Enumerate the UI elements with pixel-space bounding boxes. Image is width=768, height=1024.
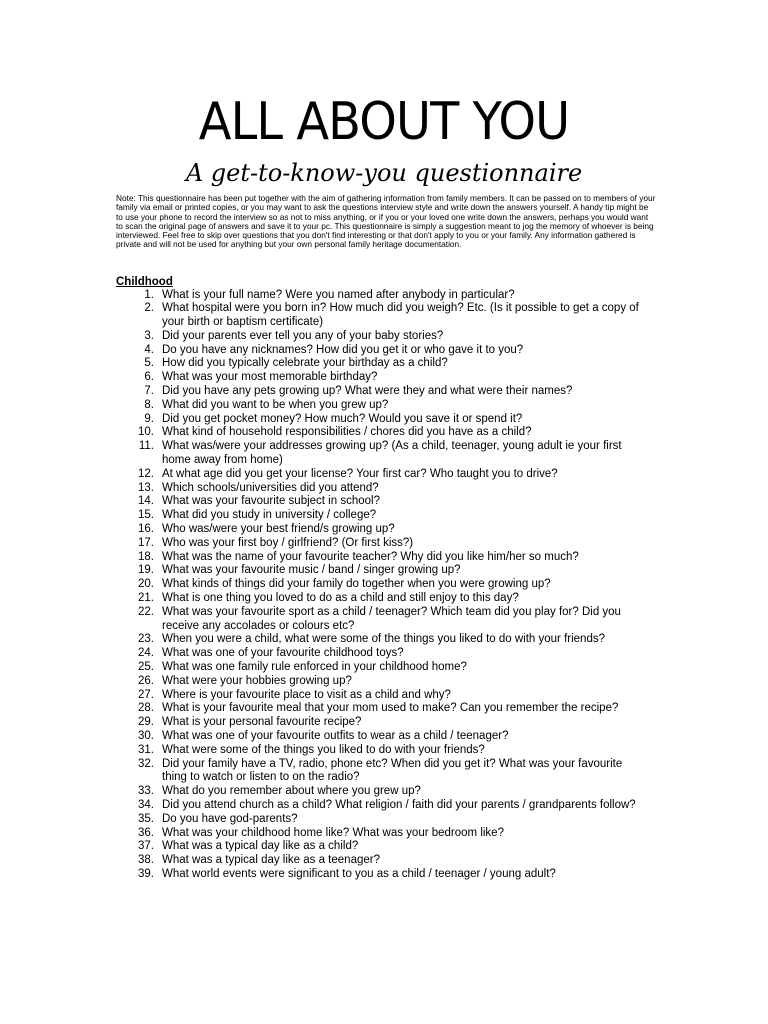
question-text: Do you have any nicknames? How did you get it or who gave it to you? [162, 343, 524, 356]
question-number: 28. [138, 702, 154, 715]
question-number: 27. [138, 688, 154, 701]
question-text: What is one thing you loved to do as a child and still enjoy to this day? [162, 592, 519, 605]
question-number: 6. [144, 371, 154, 384]
question-text: What is your personal favourite recipe? [162, 716, 362, 729]
question-number: 9. [144, 412, 154, 425]
question-item [0, 440, 642, 468]
question-item [0, 551, 642, 565]
question-number: 23. [138, 633, 154, 646]
question-text: What was the name of your favourite teacher? Why did you like him/her so much? [162, 550, 579, 563]
question-text: What world events were significant to you as a child / teenager / young adult? [162, 867, 556, 880]
question-item [0, 289, 642, 303]
question-item [0, 606, 642, 634]
question-item [0, 385, 642, 399]
question-item [0, 744, 642, 758]
question-number: 13. [138, 481, 154, 494]
question-text: What kind of household responsibilities / chores did you have as a child? [162, 426, 532, 439]
question-item [0, 716, 642, 730]
question-item [0, 344, 642, 358]
question-item [0, 827, 642, 841]
question-text: Did your family have a TV, radio, phone etc? When did you get it? What was your favourite thing to watch or listen to on the radio? [162, 757, 623, 784]
question-number: 20. [138, 578, 154, 591]
question-text: What was your most memorable birthday? [162, 371, 378, 384]
question-item [0, 482, 642, 496]
question-text: What do you remember about where you grew up? [162, 785, 421, 798]
question-text: Where is your favourite place to visit as a child and why? [162, 688, 451, 701]
question-text: What was one of your favourite childhood toys? [162, 647, 404, 660]
question-number: 35. [138, 812, 154, 825]
question-item [0, 537, 642, 551]
question-number: 34. [138, 798, 154, 811]
question-text: At what age did you get your license? Your first car? Who taught you to drive? [162, 467, 558, 480]
question-number: 11. [138, 440, 154, 453]
question-item [0, 330, 642, 344]
question-text: Who was/were your best friend/s growing up? [162, 523, 395, 536]
question-text: What was a typical day like as a teenager? [162, 854, 380, 867]
question-item [0, 675, 642, 689]
question-item [0, 357, 642, 371]
question-number: 24. [138, 647, 154, 660]
question-number: 39. [138, 867, 154, 880]
question-number: 21. [138, 592, 154, 605]
question-item [0, 413, 642, 427]
question-item [0, 661, 642, 675]
question-number: 37. [138, 840, 154, 853]
question-number: 7. [144, 385, 154, 398]
question-item [0, 495, 642, 509]
question-number: 19. [138, 564, 154, 577]
question-text: What did you want to be when you grew up? [162, 398, 389, 411]
question-number: 30. [138, 730, 154, 742]
question-item [0, 509, 642, 523]
question-item [0, 689, 642, 703]
question-number: 32. [138, 757, 154, 770]
question-number: 3. [144, 329, 154, 342]
question-text: What was your favourite sport as a child / teenager? Which team did you play for? Did you receive any accolades or colours etc? [162, 605, 621, 632]
question-number: 36. [138, 826, 154, 839]
question-text: What were some of the things you liked to do with your friends? [162, 743, 485, 756]
question-number: 17. [138, 536, 154, 549]
question-text: When you were a child, what were some of the things you liked to do with your friends? [162, 633, 605, 646]
question-item [0, 758, 642, 786]
section-heading-childhood: Childhood [116, 276, 173, 288]
question-number: 8. [144, 398, 154, 411]
question-item [0, 468, 642, 482]
question-item [0, 799, 642, 813]
question-item [0, 854, 642, 868]
question-number: 33. [138, 785, 154, 798]
question-number: 1. [144, 288, 154, 301]
question-item [0, 564, 642, 578]
question-text: What is your favourite meal that your mom used to make? Can you remember the recipe? [162, 702, 619, 715]
question-number: 12. [138, 467, 154, 480]
question-item [0, 813, 642, 827]
question-number: 25. [138, 661, 154, 674]
question-number: 4. [144, 343, 154, 356]
question-number: 29. [138, 716, 154, 729]
question-text: Did you have any pets growing up? What were they and what were their names? [162, 385, 573, 398]
document-title: ALL ABOUT YOU [198, 92, 570, 152]
questions-list [0, 289, 768, 882]
question-text: Did you get pocket money? How much? Would you save it or spend it? [162, 412, 523, 425]
question-text: What were your hobbies growing up? [162, 674, 352, 687]
question-text: What was your favourite music / band / singer growing up? [162, 564, 461, 577]
question-text: Did you attend church as a child? What religion / faith did your parents / grandparents follow? [162, 798, 636, 811]
question-item [0, 633, 642, 647]
question-number: 10. [138, 426, 154, 439]
document-subtitle: A get-to-know-you questionnaire [185, 159, 583, 187]
question-item [0, 426, 642, 440]
question-text: Which schools/universities did you attend? [162, 481, 379, 494]
question-text: What was one of your favourite outfits to wear as a child / teenager? [162, 730, 509, 742]
question-text: Who was your first boy / girlfriend? (Or first kiss?) [162, 536, 414, 549]
question-number: 38. [138, 854, 154, 867]
question-text: What kinds of things did your family do together when you were growing up? [162, 578, 551, 591]
question-text: What is your full name? Were you named after anybody in particular? [162, 288, 515, 301]
question-text: What did you study in university / college? [162, 509, 377, 522]
question-number: 26. [138, 674, 154, 687]
question-text: What was a typical day like as a child? [162, 840, 359, 853]
question-text: Did your parents ever tell you any of your baby stories? [162, 329, 444, 342]
question-text: What was your childhood home like? What was your bedroom like? [162, 826, 504, 839]
question-item [0, 730, 642, 744]
question-number: 16. [138, 523, 154, 536]
question-item [0, 840, 642, 854]
question-item [0, 302, 642, 330]
question-number: 22. [138, 605, 154, 618]
question-number: 18. [138, 550, 154, 563]
question-number: 15. [138, 509, 154, 522]
note-paragraph: Note: This questionnaire has been put together with the aim of gathering information from family members. It can be passed on to members of your family via email or printed copies, or you may want to ask the questions interview style and write down the answers yourself. A handy tip might be to use your phone to record the interview so as not to miss anything, or if you or your loved one write down the answers, perhaps you would want to scan the original page of answers and save it to your pc. This questionnaire is simply a suggestion meant to jog the memory of whoever is being interviewed. Feel free to skip over questions that you don't find interesting or that don't apply to you or your family. Any information gathered is private and will not be used for anything but your own personal family heritage documentation. [116, 193, 656, 250]
question-item [0, 785, 642, 799]
question-item [0, 592, 642, 606]
question-number: 5. [144, 357, 154, 370]
question-number: 2. [144, 302, 154, 315]
question-item [0, 647, 642, 661]
question-item [0, 371, 642, 385]
question-text: What hospital were you born in? How much did you weigh? Etc. (Is it possible to get a copy of your birth or baptism certificate) [162, 302, 639, 329]
question-item [0, 523, 642, 537]
question-item [0, 399, 642, 413]
question-text: How did you typically celebrate your birthday as a child? [162, 357, 448, 370]
question-number: 31. [138, 743, 154, 756]
question-number: 14. [138, 495, 154, 508]
question-item [0, 578, 642, 592]
question-text: Do you have god-parents? [162, 812, 298, 825]
question-text: What was your favourite subject in school? [162, 495, 380, 508]
question-text: What was/were your addresses growing up? (As a child, teenager, young adult ie your first home away from home) [162, 440, 622, 467]
question-item [0, 868, 642, 882]
question-item [0, 702, 642, 716]
question-text: What was one family rule enforced in your childhood home? [162, 661, 467, 674]
